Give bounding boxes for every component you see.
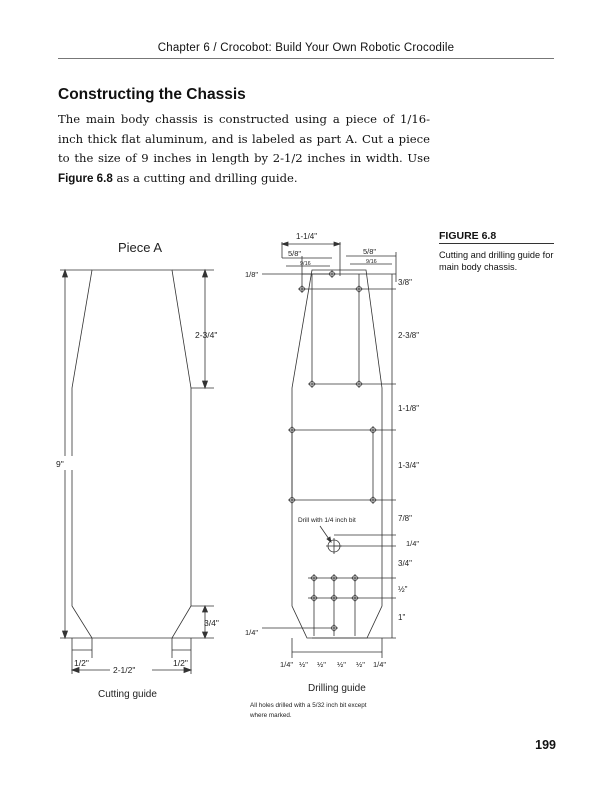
piece-a-title: Piece A — [118, 240, 163, 255]
dim-bottom-2: ½" — [299, 660, 308, 669]
drill-note: Drill with 1/4 inch bit — [298, 517, 356, 524]
drilling-outline — [292, 270, 382, 638]
hole-3 — [355, 285, 363, 293]
hole-14 — [330, 594, 338, 602]
hole-2 — [298, 285, 306, 293]
dim-taper-bottom: 3/4" — [204, 618, 219, 628]
hole-9 — [369, 496, 377, 504]
hole-7 — [369, 426, 377, 434]
running-head: Chapter 6 / Crocobot: Build Your Own Robotic Crocodile — [157, 42, 455, 54]
dim-right-6: 1/4" — [406, 539, 420, 548]
dim-right-5: 7/8" — [398, 514, 412, 523]
paragraph-text-start: The main body chassis is constructed using a piece of 1/16-inch thick flat aluminum, and is labeled as part A. Cut a piece to the size of 9 inches in length by 2-1/2 inches in width. Use — [58, 112, 430, 166]
page-number: 199 — [535, 738, 556, 752]
hole-6 — [288, 426, 296, 434]
dim-bottom-4: ½" — [337, 660, 346, 669]
figure-rule — [439, 243, 554, 244]
dim-left-offset: 1/8" — [245, 270, 259, 279]
dim-bottom-6: 1/4" — [373, 660, 387, 669]
dim-right-1: 3/8" — [398, 278, 412, 287]
drilling-note-line-1: All holes drilled with a 5/32 inch bit except — [250, 702, 367, 709]
dim-right-3: 1-1/8" — [398, 404, 420, 413]
figure-caption: Cutting and drilling guide for main body chassis. — [439, 250, 554, 273]
dim-top-left-small: 9/16 — [300, 261, 311, 267]
dim-top-left: 5/8" — [288, 249, 302, 258]
dim-right-9: 1" — [398, 613, 406, 622]
dim-bottom-right: 1/2" — [173, 658, 188, 668]
hole-16 — [330, 624, 338, 632]
hole-10 — [310, 574, 318, 582]
dim-bottom-1: 1/4" — [280, 660, 294, 669]
hole-13 — [310, 594, 318, 602]
dim-bottom-5: ½" — [356, 660, 365, 669]
header-rule — [58, 58, 554, 59]
hole-4 — [308, 380, 316, 388]
dim-length: 9" — [56, 459, 64, 469]
hole-15 — [351, 594, 359, 602]
hole-1 — [328, 270, 336, 278]
dim-bottom-3: ½" — [317, 660, 326, 669]
drilling-note-line-2: where marked. — [250, 712, 292, 719]
dim-right-8: ½" — [398, 585, 408, 594]
hole-8 — [288, 496, 296, 504]
hole-12 — [351, 574, 359, 582]
dim-width: 2-1/2" — [113, 665, 136, 675]
drilling-guide-label: Drilling guide — [308, 683, 366, 694]
chassis-diagram — [50, 222, 420, 732]
dim-bottom-offset: 1/4" — [245, 628, 259, 637]
figure-label: FIGURE 6.8 — [439, 230, 497, 242]
dim-top-right: 5/8" — [363, 247, 377, 256]
dim-top-width: 1-1/4" — [296, 232, 318, 241]
dim-right-2: 2-3/8" — [398, 331, 420, 340]
dim-right-7: 3/4" — [398, 559, 412, 568]
figure-reference: Figure 6.8 — [58, 171, 113, 185]
body-paragraph — [58, 110, 430, 188]
dim-top-right-small: 9/16 — [366, 259, 377, 265]
cutting-outline — [72, 270, 191, 638]
dim-taper-top: 2-3/4" — [195, 330, 218, 340]
dim-right-4: 1-3/4" — [398, 461, 420, 470]
section-title: Constructing the Chassis — [58, 86, 246, 103]
cutting-guide-label: Cutting guide — [98, 689, 157, 700]
hole-11 — [330, 574, 338, 582]
dim-bottom-left: 1/2" — [74, 658, 89, 668]
hole-5 — [355, 380, 363, 388]
paragraph-text-end: as a cutting and drilling guide. — [112, 170, 298, 185]
